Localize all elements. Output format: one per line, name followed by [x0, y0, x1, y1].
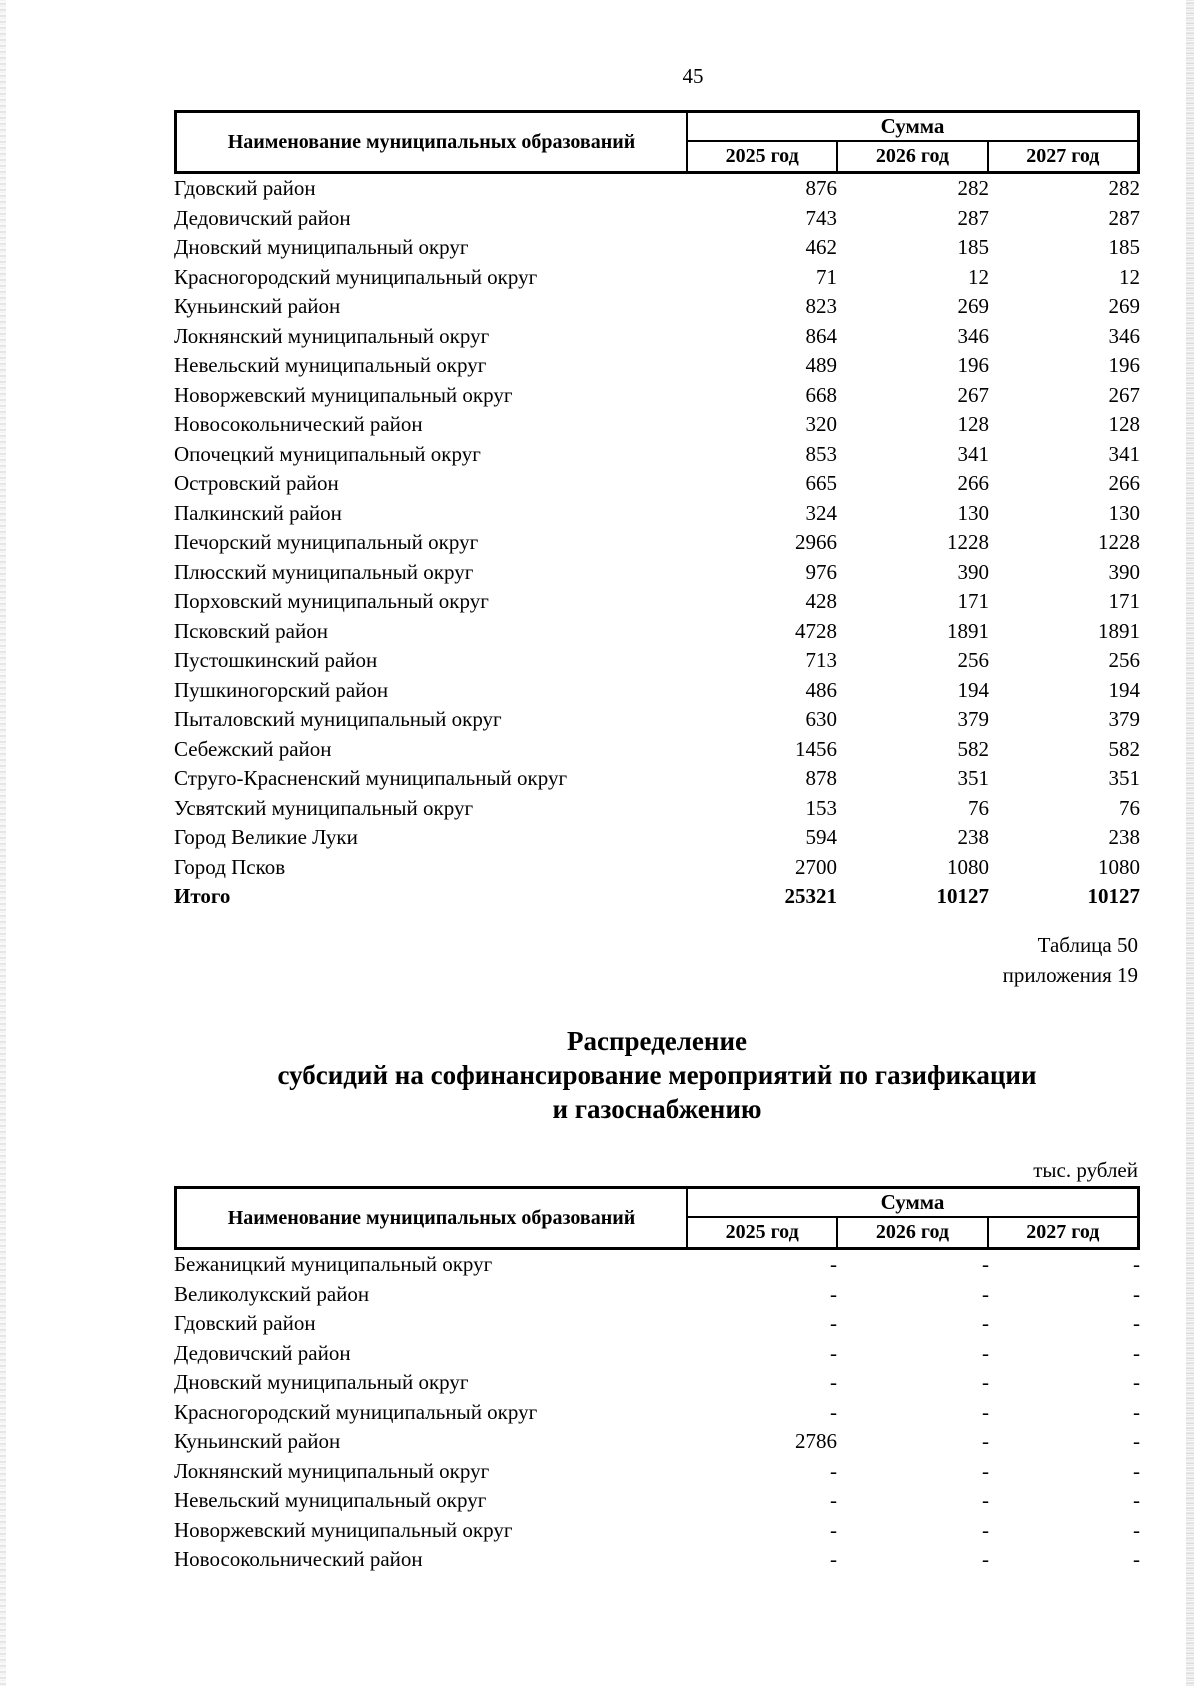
value-2025: -: [830, 1311, 837, 1335]
table-row: [174, 823, 1140, 853]
municipality-name: Пушкиногорский район: [174, 677, 389, 702]
value-2026: -: [982, 1370, 989, 1394]
title-line-2: субсидий на софинансирование мероприятий по газификации: [277, 1060, 1037, 1090]
table-row: [174, 676, 1140, 706]
value-2027: 379: [1108, 707, 1140, 731]
municipality-name: Великолукский район: [174, 1281, 370, 1306]
value-2026: -: [982, 1547, 989, 1571]
value-2026: -: [982, 1458, 989, 1483]
value-2027: -: [1133, 1429, 1140, 1453]
value-2025: 4728: [795, 618, 837, 643]
value-2025: -: [830, 1252, 837, 1276]
table-row: [174, 499, 1140, 529]
value-2025: 853: [805, 441, 837, 466]
municipality-name: Порховский муниципальный округ: [174, 589, 489, 613]
header-year-2027: 2027 год: [1026, 145, 1100, 167]
header-year-2025: 2025 год: [688, 142, 838, 171]
header-year-2026: 2026 год: [838, 142, 988, 171]
municipality-name: Новосокольнический район: [174, 412, 423, 436]
table-row: [174, 1250, 1140, 1280]
table-row: [174, 646, 1140, 676]
value-2025: 1456: [795, 736, 837, 761]
table-row: [174, 528, 1140, 558]
municipality-name: Дновский муниципальный округ: [174, 1370, 469, 1394]
value-2026: 185: [957, 235, 989, 259]
total-row: [174, 882, 1140, 912]
value-2027: 171: [1108, 589, 1140, 613]
value-2026: 1891: [947, 618, 989, 643]
total-2026: 10127: [936, 884, 989, 908]
value-2026: 346: [957, 323, 989, 348]
table-row: [174, 853, 1140, 883]
table-row: [174, 1457, 1140, 1487]
table-row: [174, 233, 1140, 263]
table-row: [174, 204, 1140, 234]
value-2027: 76: [1119, 795, 1140, 820]
value-2027: -: [1133, 1340, 1140, 1365]
table-row: [174, 617, 1140, 647]
value-2025: 594: [805, 825, 837, 849]
value-2026: 256: [957, 648, 989, 672]
value-2027: 12: [1119, 264, 1140, 289]
value-2026: 341: [957, 441, 989, 466]
value-2027: -: [1133, 1517, 1140, 1542]
municipality-name: Псковский район: [174, 618, 328, 643]
header-years: [688, 1218, 1137, 1247]
value-2025: 665: [805, 471, 837, 495]
header-year-2025: 2025 год: [688, 1218, 838, 1247]
value-2025: 153: [805, 795, 837, 820]
value-2027: -: [1133, 1488, 1140, 1512]
value-2025: 976: [805, 559, 837, 584]
value-2027: -: [1133, 1281, 1140, 1306]
table-row: [174, 1486, 1140, 1516]
table-row: [174, 705, 1140, 735]
value-2025: 864: [805, 323, 837, 348]
table-row: [174, 174, 1140, 204]
municipality-name: Плюсский муниципальный округ: [174, 559, 474, 584]
units-label: тыс. рублей: [1033, 1158, 1138, 1182]
value-2027: -: [1133, 1311, 1140, 1335]
total-2027: 10127: [1087, 884, 1140, 908]
header-year-2026: 2026 год: [838, 1218, 988, 1247]
value-2025: 320: [805, 412, 837, 436]
table-row: [174, 1368, 1140, 1398]
value-2027: -: [1133, 1399, 1140, 1424]
value-2026: 351: [957, 766, 989, 790]
table-row: [174, 1427, 1140, 1457]
value-2026: 1080: [947, 854, 989, 879]
value-2027: 196: [1108, 353, 1140, 377]
value-2025: -: [830, 1488, 837, 1512]
header-years: [688, 142, 1137, 171]
value-2027: 238: [1108, 825, 1140, 849]
value-2027: 390: [1108, 559, 1140, 584]
municipality-name: Островский район: [174, 471, 339, 495]
value-2025: 2700: [795, 854, 837, 879]
value-2026: 238: [957, 825, 989, 849]
value-2027: -: [1133, 1458, 1140, 1483]
table-row: [174, 1516, 1140, 1546]
value-2025: 630: [805, 707, 837, 731]
value-2026: 194: [957, 677, 989, 702]
table-row: [174, 794, 1140, 824]
table-body: [174, 174, 1140, 912]
value-2027: 185: [1108, 235, 1140, 259]
title-line-3: и газоснабжению: [552, 1094, 762, 1124]
value-2026: -: [982, 1252, 989, 1276]
municipality-name: Новоржевский муниципальный округ: [174, 382, 513, 407]
municipality-name: Куньинский район: [174, 294, 341, 318]
table-row: [174, 1280, 1140, 1310]
table-row: [174, 292, 1140, 322]
municipality-name: Новоржевский муниципальный округ: [174, 1517, 513, 1542]
table-row: [174, 735, 1140, 765]
header-municipality-name: Наименование муниципальных образований: [177, 1189, 688, 1247]
municipality-name: Струго-Красненский муниципальный округ: [174, 766, 568, 790]
value-2027: 582: [1108, 736, 1140, 761]
value-2027: -: [1133, 1370, 1140, 1394]
scan-edge-left: [0, 0, 6, 1686]
value-2026: -: [982, 1311, 989, 1335]
table-row: [174, 1545, 1140, 1575]
value-2027: -: [1133, 1252, 1140, 1276]
title-line-1: Распределение: [566, 1026, 748, 1056]
value-2027: 1891: [1098, 618, 1140, 643]
value-2026: 196: [957, 353, 989, 377]
table-header: [174, 110, 1140, 174]
value-2026: 269: [957, 294, 989, 318]
value-2026: 379: [957, 707, 989, 731]
value-2025: 878: [805, 766, 837, 790]
header-sum-group: Сумма: [688, 113, 1137, 142]
subsidy-table-2: [174, 1186, 1140, 1575]
value-2025: 2786: [795, 1429, 837, 1453]
value-2027: 266: [1108, 471, 1140, 495]
value-2026: 76: [968, 795, 989, 820]
value-2025: 876: [805, 176, 837, 200]
value-2026: 267: [957, 382, 989, 407]
table-row: [174, 558, 1140, 588]
table-row: [174, 587, 1140, 617]
municipality-name: Дновский муниципальный округ: [174, 235, 469, 259]
municipality-name: Локнянский муниципальный округ: [174, 323, 490, 348]
municipality-name: Опочецкий муниципальный округ: [174, 441, 481, 466]
municipality-name: Палкинский район: [174, 500, 342, 525]
value-2027: -: [1133, 1547, 1140, 1571]
table-body: [174, 1250, 1140, 1575]
section-title: [174, 1024, 1140, 1126]
table-row: [174, 764, 1140, 794]
municipality-name: Куньинский район: [174, 1429, 341, 1453]
value-2026: -: [982, 1488, 989, 1512]
value-2026: 1228: [947, 530, 989, 554]
value-2025: 489: [805, 353, 837, 377]
value-2025: -: [830, 1517, 837, 1542]
municipality-name: Печорский муниципальный округ: [174, 530, 479, 554]
table-row: [174, 440, 1140, 470]
value-2026: 282: [957, 176, 989, 200]
municipality-name: Дедовичский район: [174, 205, 351, 230]
municipality-name: Гдовский район: [174, 176, 316, 200]
value-2025: 71: [816, 264, 837, 289]
value-2025: 713: [805, 648, 837, 672]
value-2026: 582: [957, 736, 989, 761]
value-2025: -: [830, 1281, 837, 1306]
total-2025: 25321: [784, 884, 837, 908]
value-2027: 256: [1108, 648, 1140, 672]
value-2026: 287: [957, 205, 989, 230]
table-row: [174, 469, 1140, 499]
value-2027: 194: [1108, 677, 1140, 702]
municipality-name: Невельский муниципальный округ: [174, 353, 487, 377]
municipality-name: Красногородский муниципальный округ: [174, 264, 538, 289]
value-2025: 428: [805, 589, 837, 613]
table-row: [174, 381, 1140, 411]
municipality-name: Невельский муниципальный округ: [174, 1488, 487, 1512]
value-2025: -: [830, 1370, 837, 1394]
municipality-name: Усвятский муниципальный округ: [174, 795, 474, 820]
header-municipality-name: Наименование муниципальных образований: [177, 113, 688, 171]
table-row: [174, 1309, 1140, 1339]
value-2026: -: [982, 1281, 989, 1306]
value-2027: 1080: [1098, 854, 1140, 879]
header-sum-group: Сумма: [688, 1189, 1137, 1218]
value-2027: 341: [1108, 441, 1140, 466]
value-2027: 287: [1108, 205, 1140, 230]
table-row: [174, 410, 1140, 440]
municipality-name: Пустошкинский район: [174, 648, 378, 672]
value-2027: 128: [1108, 412, 1140, 436]
value-2027: 351: [1108, 766, 1140, 790]
value-2027: 269: [1108, 294, 1140, 318]
value-2025: -: [830, 1547, 837, 1571]
value-2025: 324: [805, 500, 837, 525]
municipality-name: Город Великие Луки: [174, 825, 358, 849]
page-number: 45: [682, 64, 704, 88]
value-2025: 823: [805, 294, 837, 318]
value-2027: 130: [1108, 500, 1140, 525]
value-2025: -: [830, 1399, 837, 1424]
value-2026: -: [982, 1340, 989, 1365]
table-row: [174, 1339, 1140, 1369]
municipality-name: Гдовский район: [174, 1311, 316, 1335]
scan-edge-right: [1186, 0, 1194, 1686]
municipality-name: Красногородский муниципальный округ: [174, 1399, 538, 1424]
value-2026: 12: [968, 264, 989, 289]
table-header: [174, 1186, 1140, 1250]
subsidy-table-1: [174, 110, 1140, 912]
value-2026: 128: [957, 412, 989, 436]
total-label: Итого: [174, 884, 231, 908]
appendix-label: приложения 19: [1002, 963, 1138, 987]
municipality-name: Дедовичский район: [174, 1340, 351, 1365]
municipality-name: Бежаницкий муниципальный округ: [174, 1252, 493, 1276]
value-2026: 130: [957, 500, 989, 525]
value-2026: -: [982, 1429, 989, 1453]
value-2025: 668: [805, 382, 837, 407]
value-2025: -: [830, 1458, 837, 1483]
value-2025: 462: [805, 235, 837, 259]
municipality-name: Пыталовский муниципальный округ: [174, 707, 502, 731]
value-2026: -: [982, 1517, 989, 1542]
value-2025: 743: [805, 205, 837, 230]
municipality-name: Город Псков: [174, 854, 286, 879]
table-row: [174, 1398, 1140, 1428]
value-2026: 266: [957, 471, 989, 495]
table-row: [174, 351, 1140, 381]
table-row: [174, 322, 1140, 352]
header-year-2027: 2027 год: [1026, 1221, 1100, 1243]
value-2025: 486: [805, 677, 837, 702]
value-2026: 390: [957, 559, 989, 584]
value-2025: 2966: [795, 530, 837, 554]
municipality-name: Себежский район: [174, 736, 332, 761]
value-2026: -: [982, 1399, 989, 1424]
value-2027: 1228: [1098, 530, 1140, 554]
value-2027: 346: [1108, 323, 1140, 348]
value-2026: 171: [957, 589, 989, 613]
value-2027: 282: [1108, 176, 1140, 200]
table-number-label: Таблица 50: [1037, 933, 1138, 957]
municipality-name: Локнянский муниципальный округ: [174, 1458, 490, 1483]
table-row: [174, 263, 1140, 293]
value-2025: -: [830, 1340, 837, 1365]
value-2027: 267: [1108, 382, 1140, 407]
municipality-name: Новосокольнический район: [174, 1547, 423, 1571]
